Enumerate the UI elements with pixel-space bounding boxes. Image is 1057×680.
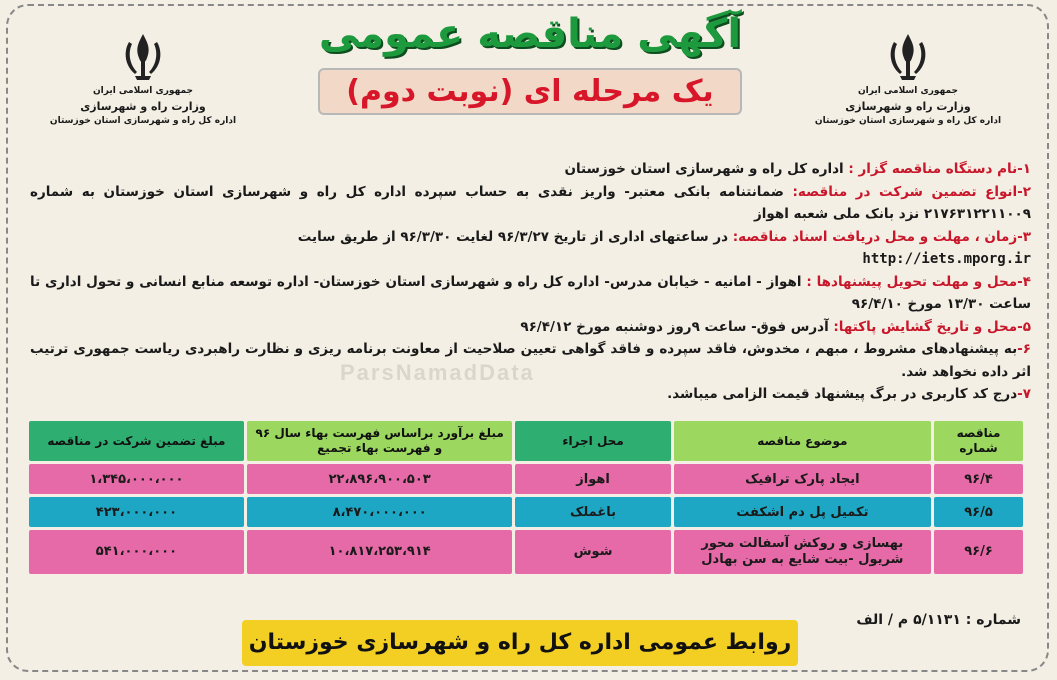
item-6-heading: ۶- [1017, 341, 1031, 357]
item-1-text: اداره کل راه و شهرسازی استان خوزستان [564, 161, 849, 177]
item-1 [30, 158, 1031, 181]
item-4 [30, 271, 1031, 316]
header-place: محل اجراء [515, 421, 670, 461]
cell-guarantee: ۴۲۳،۰۰۰،۰۰۰ [29, 497, 244, 527]
emblem-block-right [793, 28, 1023, 129]
cell-number: ۹۶/۵ [934, 497, 1023, 527]
item-5-heading: ۵-محل و تاریخ گشایش پاکتها: [833, 318, 1031, 335]
item-3-heading: ۳-زمان ، مهلت و محل دریافت اسناد مناقصه: [732, 228, 1031, 245]
cell-estimate: ۸،۴۷۰،۰۰۰،۰۰۰ [247, 497, 513, 527]
cell-number: ۹۶/۶ [934, 530, 1023, 574]
notice-code: شماره : ۵/۱۱۳۱ م / الف [856, 612, 1021, 628]
item-5 [30, 316, 1031, 339]
header-guarantee: مبلغ تضمین شرکت در مناقصه [29, 421, 244, 461]
item-3-url[interactable]: http://iets.mporg.ir [862, 251, 1031, 267]
cell-subject: بهسازی و روکش آسفالت محور شریول -بیت شایع به سن بهادل [674, 530, 931, 574]
item-4-heading: ۴-محل و مهلت تحویل پیشنهادها : [806, 273, 1032, 290]
cell-place: باغملک [515, 497, 670, 527]
table-row [29, 497, 1023, 527]
emblem-block-left [28, 28, 258, 129]
item-3 [30, 226, 1031, 271]
emblem-right-line2: وزارت راه و شهرسازی [845, 100, 971, 113]
tender-table [26, 418, 1026, 577]
public-relations-banner: روابط عمومی اداره کل راه و شهرسازی خوزستان [242, 620, 798, 666]
notice-subtitle: یک مرحله ای (نوبت دوم) [318, 68, 741, 115]
watermark: ParsNamadData [340, 360, 535, 385]
emblem-left-line3: اداره کل راه و شهرسازی استان خوزستان [49, 116, 237, 126]
notice-title: آگهی مناقصه عمومی [318, 11, 742, 57]
cell-subject: ایجاد پارک ترافیک [674, 464, 931, 494]
cell-guarantee: ۱،۳۴۵،۰۰۰،۰۰۰ [29, 464, 244, 494]
table-row [29, 530, 1023, 574]
item-6-text: به پیشنهادهای مشروط ، مبهم ، مخدوش، فاقد سپرده و فاقد گواهی تعیین صلاحیت از معاونت برنامه ریزی و نظارت راهبردی ریاست جمهوری ترتیب اثر داده نخواهد شد. [30, 341, 1031, 380]
item-7 [30, 383, 1031, 406]
cell-number: ۹۶/۴ [934, 464, 1023, 494]
table-header-row [29, 421, 1023, 461]
item-2 [30, 181, 1031, 226]
item-7-text: درج کد کاربری در برگ پیشنهاد قیمت الزامی میباشد. [667, 386, 1018, 402]
header-tender-number: مناقصه شماره [934, 421, 1023, 461]
item-4-text: اهواز - امانیه - خیابان مدرس- اداره کل راه و شهرسازی استان خوزستان- اداره توسعه منابع انسانی و تحول اداری تا ساعت ۱۳/۳۰ مورخ ۹۶/۴/۱۰ [30, 273, 1031, 312]
item-5-text: آدرس فوق- ساعت ۹روز دوشنبه مورخ ۹۶/۴/۱۲ [520, 318, 834, 335]
emblem-right-line3: اداره کل راه و شهرسازی استان خوزستان [814, 116, 1002, 126]
cell-place: شوش [515, 530, 670, 574]
header-subject: موضوع مناقصه [674, 421, 931, 461]
cell-place: اهواز [515, 464, 670, 494]
emblem-left-line1: جمهوری اسلامی ایران [92, 86, 194, 96]
cell-estimate: ۱۰،۸۱۷،۲۵۳،۹۱۴ [247, 530, 513, 574]
emblem-left-line2: وزارت راه و شهرسازی [80, 100, 206, 113]
cell-subject: تکمیل پل دم اشکفت [674, 497, 931, 527]
iran-emblem-icon [880, 28, 936, 84]
item-1-heading: ۱-نام دستگاه مناقصه گزار : [848, 161, 1031, 177]
cell-estimate: ۲۲،۸۹۶،۹۰۰،۵۰۳ [247, 464, 513, 494]
item-7-heading: ۷- [1017, 386, 1031, 402]
item-2-text: ضمانتنامه بانکی معتبر- واریز نقدی به حساب سپرده اداره کل راه و شهرسازی استان خوزستان به شماره ۲۱۷۶۳۱۲۲۱۱۰۰۹ نزد بانک ملی شعبه اهواز [30, 183, 1031, 222]
table-row [29, 464, 1023, 494]
cell-guarantee: ۵۴۱،۰۰۰،۰۰۰ [29, 530, 244, 574]
iran-emblem-icon [115, 28, 171, 84]
item-2-heading: ۲-انواع تضمین شرکت در مناقصه: [792, 183, 1031, 200]
header-estimate: مبلغ برآورد براساس فهرست بهاء سال ۹۶ و فهرست بهاء تجمیع [247, 421, 513, 461]
title-block [270, 6, 790, 115]
emblem-right-line1: جمهوری اسلامی ایران [857, 86, 959, 96]
item-3-text: در ساعتهای اداری از تاریخ ۹۶/۳/۲۷ لغایت ۹۶/۳/۳۰ از طریق سایت [297, 228, 733, 245]
